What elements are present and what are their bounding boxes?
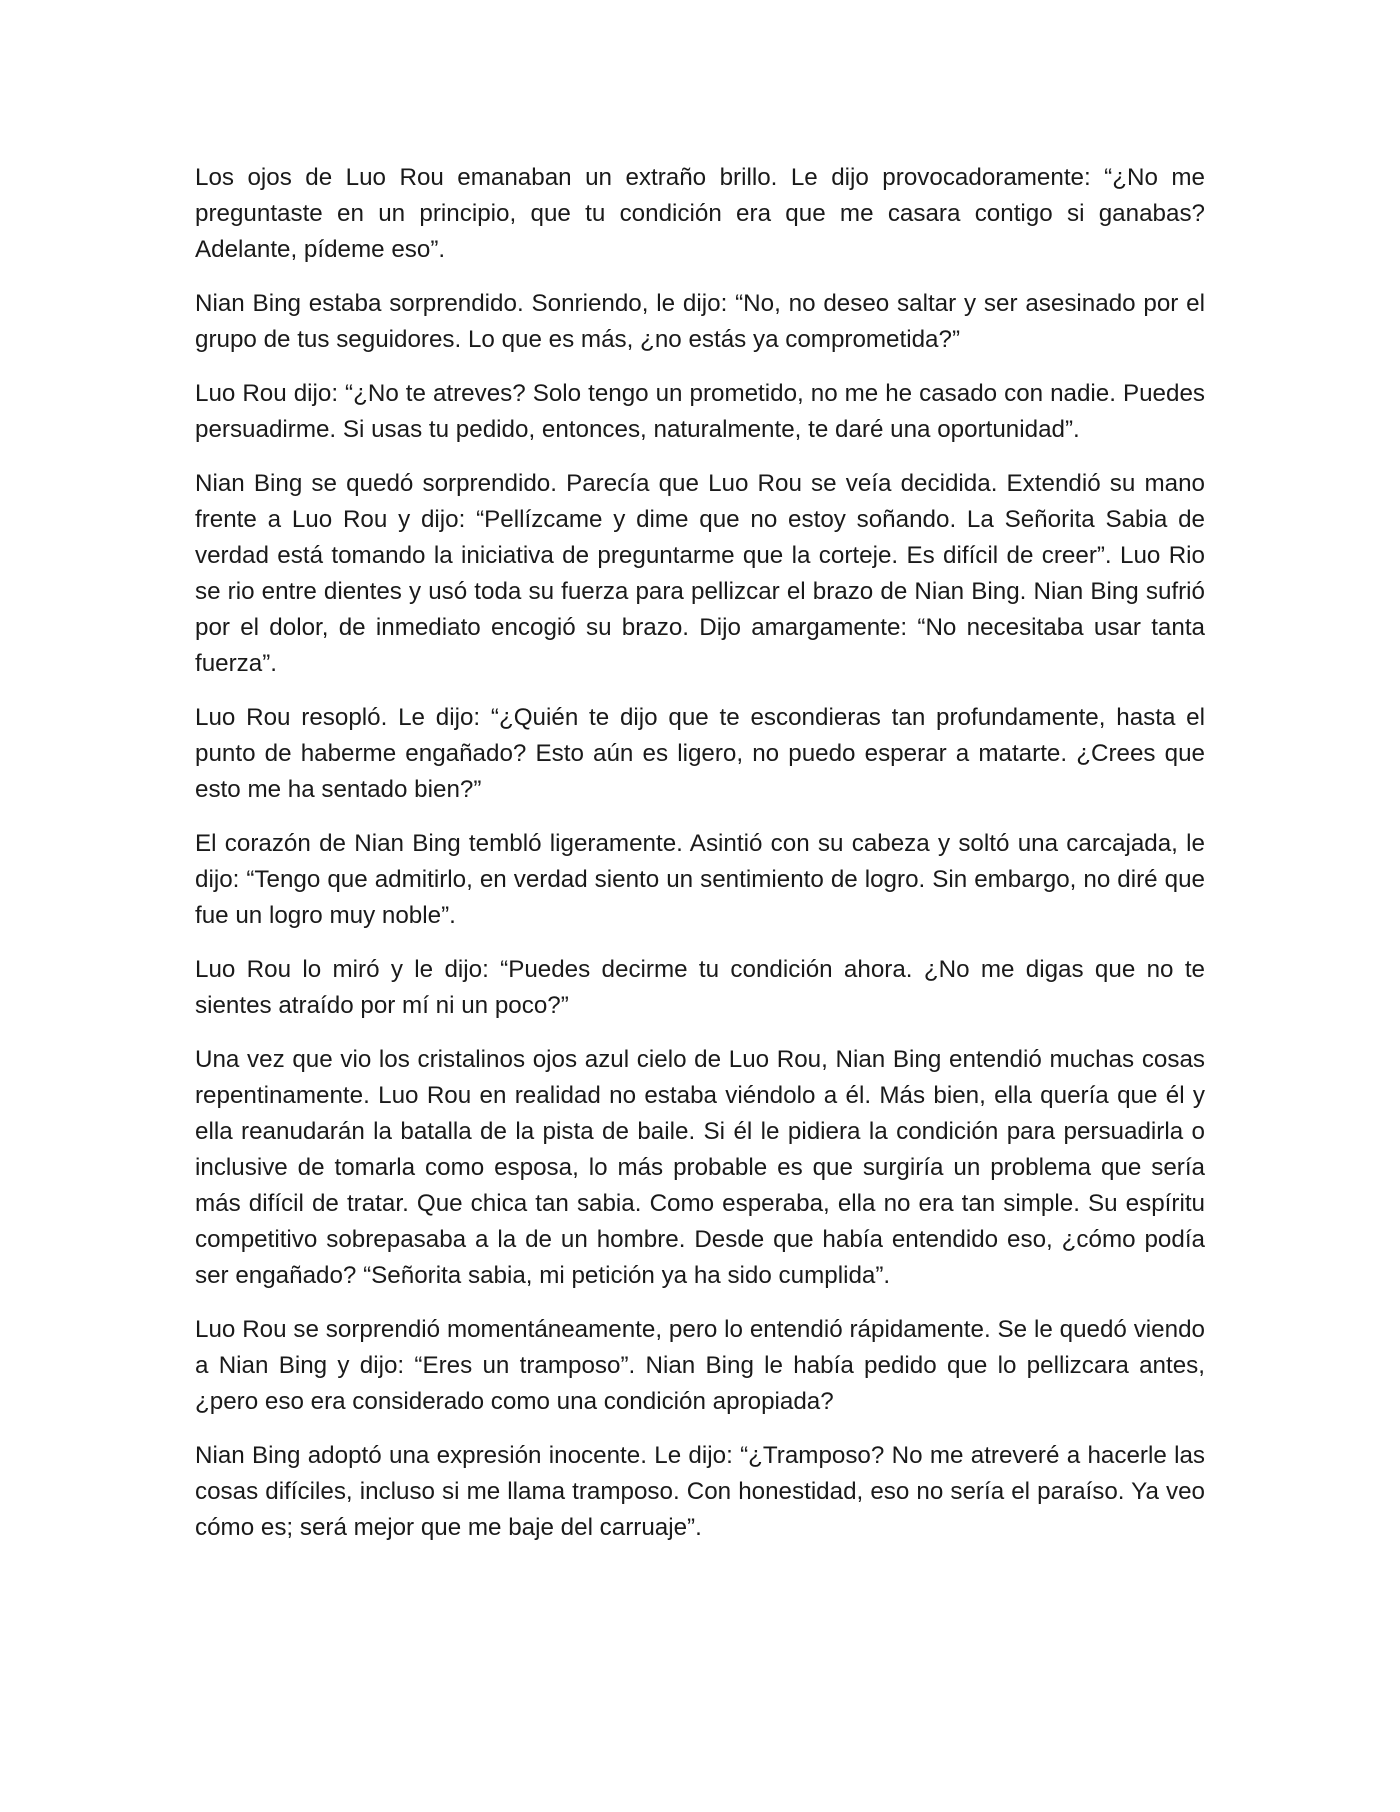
paragraph-3: Luo Rou dijo: “¿No te atreves? Solo tengo un prometido, no me he casado con nadie. Puedes persuadirme. Si usas tu pedido, entonces, naturalmente, te daré una oportunidad”. [195,380,1205,443]
paragraph-1: Los ojos de Luo Rou emanaban un extraño brillo. Le dijo provocadoramente: “¿No me preguntaste en un principio, que tu condición era que me casara contigo si ganabas? Adelante, pídeme eso”. [195,164,1205,263]
document-body [195,160,1205,1564]
paragraph-4: Nian Bing se quedó sorprendido. Parecía que Luo Rou se veía decidida. Extendió su mano frente a Luo Rou y dijo: “Pellízcame y dime que no estoy soñando. La Señorita Sabia de verdad está tomando la iniciativa de preguntarme que la corteje. Es difícil de creer”. Luo Rio se rio entre dientes y usó toda su fuerza para pellizcar el brazo de Nian Bing. Nian Bing sufrió por el dolor, de inmediato encogió su brazo. Dijo amargamente: “No necesitaba usar tanta fuerza”. [195,470,1205,677]
paragraph-6: El corazón de Nian Bing tembló ligeramente. Asintió con su cabeza y soltó una carcajada, le dijo: “Tengo que admitirlo, en verdad siento un sentimiento de logro. Sin embargo, no diré que fue un logro muy noble”. [195,830,1205,929]
paragraph-9: Luo Rou se sorprendió momentáneamente, pero lo entendió rápidamente. Se le quedó viendo a Nian Bing y dijo: “Eres un tramposo”. Nian Bing le había pedido que lo pellizcara antes, ¿pero eso era considerado como una condición apropiada? [195,1316,1205,1415]
paragraph-5: Luo Rou resopló. Le dijo: “¿Quién te dijo que te escondieras tan profundamente, hasta el punto de haberme engañado? Esto aún es ligero, no puedo esperar a matarte. ¿Crees que esto me ha sentado bien?” [195,704,1205,803]
paragraph-7: Luo Rou lo miró y le dijo: “Puedes decirme tu condición ahora. ¿No me digas que no te sientes atraído por mí ni un poco?” [195,956,1205,1019]
paragraph-8: Una vez que vio los cristalinos ojos azul cielo de Luo Rou, Nian Bing entendió muchas cosas repentinamente. Luo Rou en realidad no estaba viéndolo a él. Más bien, ella quería que él y ella reanudarán la batalla de la pista de baile. Si él le pidiera la condición para persuadirla o inclusive de tomarla como esposa, lo más probable es que surgiría un problema que sería más difícil de tratar. Que chica tan sabia. Como esperaba, ella no era tan simple. Su espíritu competitivo sobrepasaba a la de un hombre. Desde que había entendido eso, ¿cómo podía ser engañado? “Señorita sabia, mi petición ya ha sido cumplida”. [195,1046,1205,1289]
paragraph-10: Nian Bing adoptó una expresión inocente. Le dijo: “¿Tramposo? No me atreveré a hacerle las cosas difíciles, incluso si me llama tramposo. Con honestidad, eso no sería el paraíso. Ya veo cómo es; será mejor que me baje del carruaje”. [195,1442,1205,1541]
paragraph-2: Nian Bing estaba sorprendido. Sonriendo, le dijo: “No, no deseo saltar y ser asesinado por el grupo de tus seguidores. Lo que es más, ¿no estás ya comprometida?” [195,290,1205,353]
